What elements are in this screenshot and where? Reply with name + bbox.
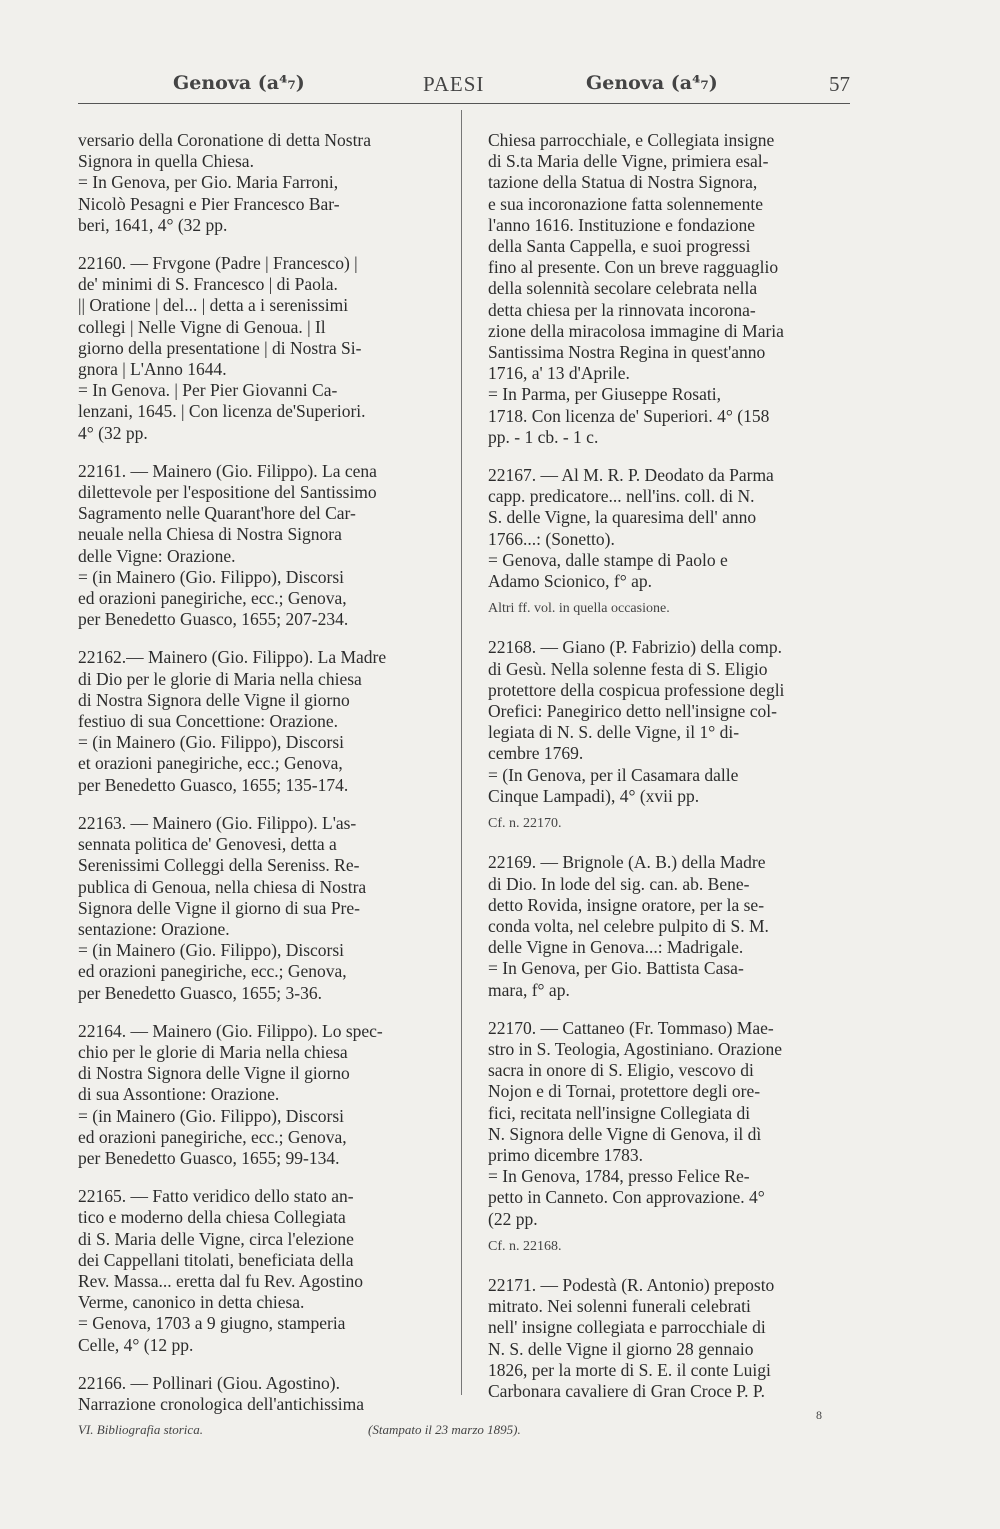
entry-line: (22 pp. xyxy=(488,1208,538,1229)
entry-note: Cf. n. 22170. xyxy=(488,816,562,832)
entry-line: di Nostra Signora delle Vigne il giorno xyxy=(78,1063,350,1084)
entry-line: cembre 1769. xyxy=(488,743,584,764)
entry-line: de' minimi di S. Francesco | di Paola. xyxy=(78,274,338,295)
entry-line: l'anno 1616. Instituzione e fondazione xyxy=(488,214,756,235)
entry-line: = In Parma, per Giuseppe Rosati, xyxy=(488,384,721,405)
bibliography-entry xyxy=(78,1186,448,1356)
entry-line: e sua incoronazione fatta solennemente xyxy=(488,193,764,214)
entry-line: tico e moderno della chiesa Collegiata xyxy=(78,1207,346,1228)
bibliography-entry xyxy=(488,465,854,592)
entry-line: per Benedetto Guasco, 1655; 3-36. xyxy=(78,982,322,1003)
entry-line: 1766...: (Sonetto). xyxy=(488,528,615,549)
entry-line: delle Vigne: Orazione. xyxy=(78,545,236,566)
header-rule xyxy=(78,103,850,104)
entry-line: di S.ta Maria delle Vigne, primiera esal- xyxy=(488,151,769,172)
entry-line: 22171. — Podestà (R. Antonio) preposto xyxy=(488,1274,775,1295)
bibliography-entry xyxy=(78,253,448,444)
entry-line: || Oratione | del... | detta a i serenissimi xyxy=(78,295,349,316)
entry-line: mitrato. Nei solenni funerali celebrati xyxy=(488,1296,751,1317)
entry-line: tazione della Statua di Nostra Signora, xyxy=(488,172,758,193)
entry-line: = (in Mainero (Gio. Filippo), Discorsi xyxy=(78,940,345,961)
column-divider xyxy=(461,110,462,1395)
entry-line: 22166. — Pollinari (Giou. Agostino). xyxy=(78,1372,341,1393)
entry-line: sennata politica de' Genovesi, detta a xyxy=(78,834,337,855)
entry-line: = In Genova, per Gio. Maria Farroni, xyxy=(78,172,339,193)
entry-line: delle Vigne in Genova...: Madrigale. xyxy=(488,937,744,958)
entry-line: 22167. — Al M. R. P. Deodato da Parma xyxy=(488,465,774,486)
entry-line: primo dicembre 1783. xyxy=(488,1144,644,1165)
header-center-title: PAESI xyxy=(423,72,485,96)
bibliography-entry xyxy=(488,130,854,448)
entry-line: Nojon e di Tornai, protettore degli ore- xyxy=(488,1081,761,1102)
bibliography-entry xyxy=(78,647,448,795)
entry-line: sentazione: Orazione. xyxy=(78,918,230,939)
entry-line: Verme, canonico in detta chiesa. xyxy=(78,1292,305,1313)
entry-line: di S. Maria delle Vigne, circa l'elezione xyxy=(78,1228,354,1249)
bibliography-entry xyxy=(78,130,448,236)
entry-line: festiuo di sua Concettione: Orazione. xyxy=(78,711,338,732)
entry-line: di Dio. In lode del sig. can. ab. Bene- xyxy=(488,873,750,894)
header-right-title: Genova (a⁴₇) xyxy=(586,72,718,94)
entry-line: ed orazioni panegiriche, ecc.; Genova, xyxy=(78,588,347,609)
entry-line: di Nostra Signora delle Vigne il giorno xyxy=(78,689,350,710)
entry-line: fino al presente. Con un breve ragguaglio xyxy=(488,257,779,278)
entry-line: per Benedetto Guasco, 1655; 207-234. xyxy=(78,609,349,630)
entry-line: fici, recitata nell'insigne Collegiata di xyxy=(488,1102,751,1123)
entry-line: Serenissimi Colleggi della Sereniss. Re- xyxy=(78,855,360,876)
entry-line: Rev. Massa... eretta dal fu Rev. Agostino xyxy=(78,1270,363,1291)
entry-line: 22163. — Mainero (Gio. Filippo). L'as- xyxy=(78,812,357,833)
entry-line: ed orazioni panegiriche, ecc.; Genova, xyxy=(78,1126,347,1147)
entry-line: Nicolò Pesagni e Pier Francesco Bar- xyxy=(78,193,340,214)
footer-series-title: VI. Bibliografia storica. xyxy=(78,1422,203,1437)
bibliography-entry xyxy=(488,637,854,807)
entry-line: 1716, a' 13 d'Aprile. xyxy=(488,363,630,384)
entry-line: dilettevole per l'espositione del Santissimo xyxy=(78,482,377,503)
entry-line: = (in Mainero (Gio. Filippo), Discorsi xyxy=(78,732,345,753)
entry-line: et orazioni panegiriche, ecc.; Genova, xyxy=(78,753,343,774)
entry-line: 1718. Con licenza de' Superiori. 4° (158 xyxy=(488,405,770,426)
entry-line: = (in Mainero (Gio. Filippo), Discorsi xyxy=(78,566,345,587)
entry-line: Sagramento nelle Quarant'hore del Car- xyxy=(78,503,356,524)
page-number: 57 xyxy=(829,72,850,96)
right-column xyxy=(488,130,854,1419)
entry-line: Adamo Scionico, f° ap. xyxy=(488,571,652,592)
entry-line: S. delle Vigne, la quaresima dell' anno xyxy=(488,507,757,528)
entry-line: petto in Canneto. Con approvazione. 4° xyxy=(488,1187,765,1208)
footer-print-date: (Stampato il 23 marzo 1895). xyxy=(368,1422,521,1437)
page-footer xyxy=(78,1408,850,1452)
entry-line: della solennità secolare celebrata nella xyxy=(488,278,758,299)
entry-line: 22160. — Frvgone (Padre | Francesco) | xyxy=(78,253,358,274)
entry-line: Chiesa parrocchiale, e Collegiata insigne xyxy=(488,130,775,150)
entry-line: per Benedetto Guasco, 1655; 135-174. xyxy=(78,774,349,795)
entry-line: Celle, 4° (12 pp. xyxy=(78,1334,194,1355)
entry-line: 22161. — Mainero (Gio. Filippo). La cena xyxy=(78,460,377,481)
entry-line: Santissima Nostra Regina in quest'anno xyxy=(488,342,766,363)
entry-line: nell' insigne collegiata e parrocchiale di xyxy=(488,1317,766,1338)
entry-line: di Gesù. Nella solenne festa di S. Eligio xyxy=(488,658,768,679)
entry-line: per Benedetto Guasco, 1655; 99-134. xyxy=(78,1147,340,1168)
entry-line: detto Rovida, insigne oratore, per la se- xyxy=(488,894,765,915)
bibliography-entry xyxy=(488,1018,854,1230)
running-header xyxy=(78,64,850,104)
entry-line: 22165. — Fatto veridico dello stato an- xyxy=(78,1186,354,1207)
bibliography-entry xyxy=(488,1275,854,1402)
entry-line: di sua Assontione: Orazione. xyxy=(78,1084,280,1105)
entry-line: protettore della cospicua professione degli xyxy=(488,679,785,700)
entry-line: = (In Genova, per il Casamara dalle xyxy=(488,764,739,785)
entry-line: = In Genova, per Gio. Battista Casa- xyxy=(488,958,744,979)
entry-line: gnora | L'Anno 1644. xyxy=(78,359,227,380)
entry-line: = (in Mainero (Gio. Filippo), Discorsi xyxy=(78,1105,345,1126)
entry-line: 22162.— Mainero (Gio. Filippo). La Madre xyxy=(78,647,387,668)
entry-line: legiata di N. S. delle Vigne, il 1° di- xyxy=(488,722,740,743)
entry-line: 22169. — Brignole (A. B.) della Madre xyxy=(488,852,766,873)
entry-line: 22170. — Cattaneo (Fr. Tommaso) Mae- xyxy=(488,1017,774,1038)
entry-note: Altri ff. vol. in quella occasione. xyxy=(488,601,670,617)
entry-line: detta chiesa per la rinnovata incorona- xyxy=(488,299,756,320)
bibliography-entry xyxy=(78,1021,448,1169)
entry-line: Narrazione cronologica dell'antichissima xyxy=(78,1393,364,1414)
entry-line: 1826, per la morte di S. E. il conte Luigi xyxy=(488,1359,771,1380)
entry-line: N. Signora delle Vigne di Genova, il dì xyxy=(488,1123,762,1144)
entry-line: mara, f° ap. xyxy=(488,979,570,1000)
entry-line: stro in S. Teologia, Agostiniano. Orazione xyxy=(488,1038,782,1059)
bibliography-entry xyxy=(78,1373,448,1415)
signature-mark: 8 xyxy=(816,1408,822,1422)
entry-line: di Dio per le glorie di Maria nella chiesa xyxy=(78,668,362,689)
entry-line: versario della Coronatione di detta Nostra xyxy=(78,130,372,150)
entry-line: neuale nella Chiesa di Nostra Signora xyxy=(78,524,342,545)
entry-line: lenzani, 1645. | Con licenza de'Superiori. xyxy=(78,401,366,422)
entry-line: 22168. — Giano (P. Fabrizio) della comp. xyxy=(488,637,783,658)
entry-line: Cinque Lampadi), 4° (xvii pp. xyxy=(488,785,700,806)
entry-line: collegi | Nelle Vigne di Genoua. | Il xyxy=(78,316,326,337)
entry-line: = In Genova. | Per Pier Giovanni Ca- xyxy=(78,380,338,401)
entry-line: zione della miracolosa immagine di Maria xyxy=(488,320,784,341)
entry-line: Signora delle Vigne il giorno di sua Pre- xyxy=(78,897,360,918)
entry-line: N. S. delle Vigne il giorno 28 gennaio xyxy=(488,1338,754,1359)
entry-line: beri, 1641, 4° (32 pp. xyxy=(78,214,228,235)
entry-line: chio per le glorie di Maria nella chiesa xyxy=(78,1041,348,1062)
entry-line: = Genova, dalle stampe di Paolo e xyxy=(488,549,728,570)
entry-line: = In Genova, 1784, presso Felice Re- xyxy=(488,1166,750,1187)
bibliography-entry xyxy=(78,813,448,1004)
entry-line: capp. predicatore... nell'ins. coll. di N. xyxy=(488,486,755,507)
left-column xyxy=(78,130,448,1432)
entry-line: giorno della presentatione | di Nostra Si- xyxy=(78,337,362,358)
entry-line: dei Cappellani titolati, beneficiata della xyxy=(78,1249,354,1270)
entry-line: pp. - 1 cb. - 1 c. xyxy=(488,426,599,447)
entry-line: publica di Genoua, nella chiesa di Nostra xyxy=(78,876,367,897)
entry-line: 4° (32 pp. xyxy=(78,422,148,443)
header-left-title: Genova (a⁴₇) xyxy=(173,72,305,94)
entry-line: 22164. — Mainero (Gio. Filippo). Lo spec- xyxy=(78,1020,383,1041)
entry-line: sacra in onore di S. Eligio, vescovo di xyxy=(488,1060,754,1081)
entry-line: Signora in quella Chiesa. xyxy=(78,151,254,172)
entry-line: della Santa Cappella, e suoi progressi xyxy=(488,236,751,257)
entry-note: Cf. n. 22168. xyxy=(488,1238,562,1254)
entry-line: Orefici: Panegirico detto nell'insigne col- xyxy=(488,701,777,722)
entry-line: ed orazioni panegiriche, ecc.; Genova, xyxy=(78,961,347,982)
entry-line: Carbonara cavaliere di Gran Croce P. P. xyxy=(488,1380,765,1401)
entry-line: = Genova, 1703 a 9 giugno, stamperia xyxy=(78,1313,346,1334)
bibliography-entry xyxy=(488,852,854,1000)
bibliography-entry xyxy=(78,461,448,631)
entry-line: conda volta, nel celebre pulpito di S. M. xyxy=(488,915,769,936)
